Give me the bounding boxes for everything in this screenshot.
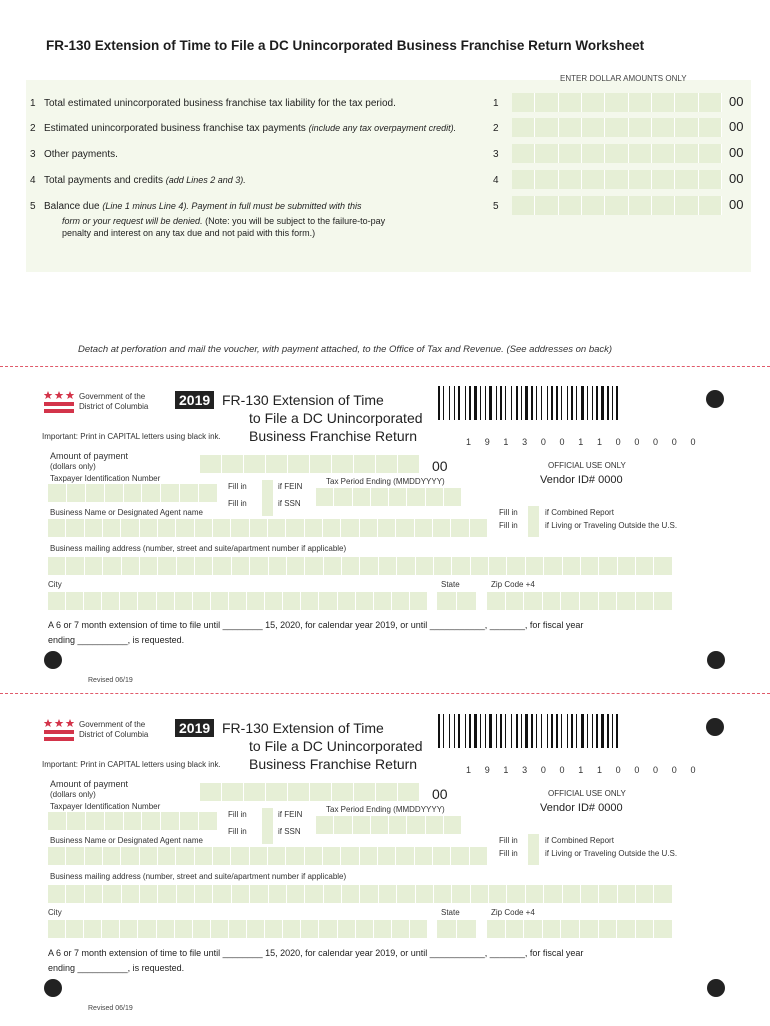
registration-dot bbox=[706, 718, 724, 736]
dc-flag-icon bbox=[44, 718, 74, 742]
important-note: Important: Print in CAPITAL letters using black ink. bbox=[42, 432, 221, 441]
perforation-line bbox=[0, 366, 770, 367]
ssn-checkbox[interactable] bbox=[262, 826, 274, 844]
state-input[interactable] bbox=[437, 592, 477, 610]
if-living-label: if Living or Traveling Outside the U.S. bbox=[545, 521, 678, 530]
extension-statement-line2: ending __________, is requested. bbox=[48, 635, 185, 645]
fill-in-combined-label: Fill in bbox=[499, 508, 518, 517]
tin-input[interactable] bbox=[48, 812, 218, 830]
barcode-digits: 1 9 1 3 0 0 1 1 0 0 0 0 0 bbox=[466, 765, 702, 775]
fill-in-living-label: Fill in bbox=[499, 849, 518, 858]
government-label: Government of the District of Columbia bbox=[79, 392, 149, 411]
barcode bbox=[438, 386, 668, 420]
barcode-digits: 1 9 1 3 0 0 1 1 0 0 0 0 0 bbox=[466, 437, 702, 447]
extension-statement-line1: A 6 or 7 month extension of time to file until ________ 15, 2020, for calendar year 2019, or until ___________, _______, for fiscal year bbox=[48, 620, 584, 630]
line-number-3: 3 bbox=[493, 149, 499, 160]
city-label: City bbox=[48, 908, 62, 917]
enter-dollar-label: ENTER DOLLAR AMOUNTS ONLY bbox=[560, 74, 687, 83]
line-number-5: 5 bbox=[493, 201, 499, 212]
tax-period-label: Tax Period Ending (MMDDYYYY) bbox=[326, 805, 445, 814]
vendor-id: Vendor ID# 0000 bbox=[540, 474, 623, 486]
extension-statement-line2: ending __________, is requested. bbox=[48, 963, 185, 973]
if-fein-label: if FEIN bbox=[278, 482, 303, 491]
address-label: Business mailing address (number, street and suite/apartment number if applicable) bbox=[50, 872, 347, 881]
fill-in-ssn-label: Fill in bbox=[228, 827, 247, 836]
amount-input-line-4[interactable] bbox=[512, 170, 722, 189]
amount-input-line-2[interactable] bbox=[512, 118, 722, 137]
vendor-id: Vendor ID# 0000 bbox=[540, 802, 623, 814]
fein-checkbox[interactable] bbox=[262, 480, 274, 498]
business-name-label: Business Name or Designated Agent name bbox=[50, 836, 203, 845]
if-combined-label: if Combined Report bbox=[545, 508, 614, 517]
city-input[interactable] bbox=[48, 920, 428, 938]
worksheet-line-5: 5 Balance due (Line 1 minus Line 4). Payment in full must be submitted with this bbox=[30, 201, 362, 212]
state-label: State bbox=[441, 580, 460, 589]
registration-dot bbox=[44, 651, 62, 669]
registration-dot bbox=[707, 651, 725, 669]
amount-input-line-1[interactable] bbox=[512, 93, 722, 112]
cents-line-5: 00 bbox=[729, 197, 744, 212]
cents-line-3: 00 bbox=[729, 145, 744, 160]
if-ssn-label: if SSN bbox=[278, 827, 301, 836]
government-label: Government of the District of Columbia bbox=[79, 720, 149, 739]
living-outside-checkbox[interactable] bbox=[528, 847, 540, 865]
tin-label: Taxpayer Identification Number bbox=[50, 474, 161, 483]
voucher-title: FR-130 Extension of Time to File a DC Unincorporated Business Franchise Return bbox=[222, 720, 423, 772]
city-label: City bbox=[48, 580, 62, 589]
registration-dot bbox=[44, 979, 62, 997]
fill-in-fein-label: Fill in bbox=[228, 810, 247, 819]
cents-line-2: 00 bbox=[729, 119, 744, 134]
official-use-label: OFFICIAL USE ONLY bbox=[548, 789, 626, 798]
city-input[interactable] bbox=[48, 592, 428, 610]
revised-date: Revised 06/19 bbox=[88, 677, 133, 684]
tax-period-input[interactable] bbox=[316, 816, 462, 834]
fill-in-ssn-label: Fill in bbox=[228, 499, 247, 508]
line-number-1: 1 bbox=[493, 98, 499, 109]
if-ssn-label: if SSN bbox=[278, 499, 301, 508]
amount-label: Amount of payment (dollars only) bbox=[50, 779, 129, 799]
important-note: Important: Print in CAPITAL letters using black ink. bbox=[42, 760, 221, 769]
worksheet-line-3: 3 Other payments. bbox=[30, 149, 118, 160]
worksheet-line-1: 1 Total estimated unincorporated business franchise tax liability for the tax period. bbox=[30, 98, 396, 109]
cents-line-1: 00 bbox=[729, 94, 744, 109]
living-outside-checkbox[interactable] bbox=[528, 519, 540, 537]
tax-period-input[interactable] bbox=[316, 488, 462, 506]
if-living-label: if Living or Traveling Outside the U.S. bbox=[545, 849, 678, 858]
zip-label: Zip Code +4 bbox=[491, 908, 535, 917]
amount-input[interactable] bbox=[200, 783, 420, 801]
business-name-input[interactable] bbox=[48, 847, 488, 865]
business-name-label: Business Name or Designated Agent name bbox=[50, 508, 203, 517]
registration-dot bbox=[707, 979, 725, 997]
worksheet-line-4: 4 Total payments and credits (add Lines 2 and 3). bbox=[30, 175, 246, 186]
worksheet-line-2: 2 Estimated unincorporated business franchise tax payments (include any tax overpayment credit). bbox=[30, 123, 457, 134]
ssn-checkbox[interactable] bbox=[262, 498, 274, 516]
payment-voucher bbox=[0, 376, 770, 698]
year-badge: 2019 bbox=[175, 391, 214, 409]
revised-date: Revised 06/19 bbox=[88, 1005, 133, 1012]
address-input[interactable] bbox=[48, 557, 673, 575]
extension-statement-line1: A 6 or 7 month extension of time to file until ________ 15, 2020, for calendar year 2019, or until ___________, _______, for fiscal year bbox=[48, 948, 584, 958]
detach-instruction: Detach at perforation and mail the voucher, with payment attached, to the Office of Tax and Revenue. (See addresses on back) bbox=[78, 344, 613, 355]
page-title: FR-130 Extension of Time to File a DC Unincorporated Business Franchise Return Worksheet bbox=[46, 38, 645, 53]
voucher-title: FR-130 Extension of Time to File a DC Unincorporated Business Franchise Return bbox=[222, 392, 423, 444]
amount-input-line-3[interactable] bbox=[512, 144, 722, 163]
line-number-2: 2 bbox=[493, 123, 499, 134]
zip-input[interactable] bbox=[487, 592, 673, 610]
state-label: State bbox=[441, 908, 460, 917]
line-number-4: 4 bbox=[493, 175, 499, 186]
official-use-label: OFFICIAL USE ONLY bbox=[548, 461, 626, 470]
amount-input-line-5[interactable] bbox=[512, 196, 722, 215]
line5-note: form or your request will be denied. (Note: you will be subject to the failure-to-pay penalty and interest on any tax due and not paid with this form.) bbox=[62, 216, 386, 238]
barcode bbox=[438, 714, 668, 748]
tin-label: Taxpayer Identification Number bbox=[50, 802, 161, 811]
amount-cents: 00 bbox=[432, 786, 448, 802]
tax-period-label: Tax Period Ending (MMDDYYYY) bbox=[326, 477, 445, 486]
zip-input[interactable] bbox=[487, 920, 673, 938]
if-fein-label: if FEIN bbox=[278, 810, 303, 819]
registration-dot bbox=[706, 390, 724, 408]
amount-input[interactable] bbox=[200, 455, 420, 473]
payment-voucher bbox=[0, 704, 770, 1026]
state-input[interactable] bbox=[437, 920, 477, 938]
amount-cents: 00 bbox=[432, 458, 448, 474]
address-label: Business mailing address (number, street and suite/apartment number if applicable) bbox=[50, 544, 347, 553]
amount-label: Amount of payment (dollars only) bbox=[50, 451, 129, 471]
fill-in-combined-label: Fill in bbox=[499, 836, 518, 845]
business-name-input[interactable] bbox=[48, 519, 488, 537]
cents-line-4: 00 bbox=[729, 171, 744, 186]
tin-input[interactable] bbox=[48, 484, 218, 502]
year-badge: 2019 bbox=[175, 719, 214, 737]
fein-checkbox[interactable] bbox=[262, 808, 274, 826]
fill-in-living-label: Fill in bbox=[499, 521, 518, 530]
address-input[interactable] bbox=[48, 885, 673, 903]
zip-label: Zip Code +4 bbox=[491, 580, 535, 589]
fill-in-fein-label: Fill in bbox=[228, 482, 247, 491]
dc-flag-icon bbox=[44, 390, 74, 414]
if-combined-label: if Combined Report bbox=[545, 836, 614, 845]
